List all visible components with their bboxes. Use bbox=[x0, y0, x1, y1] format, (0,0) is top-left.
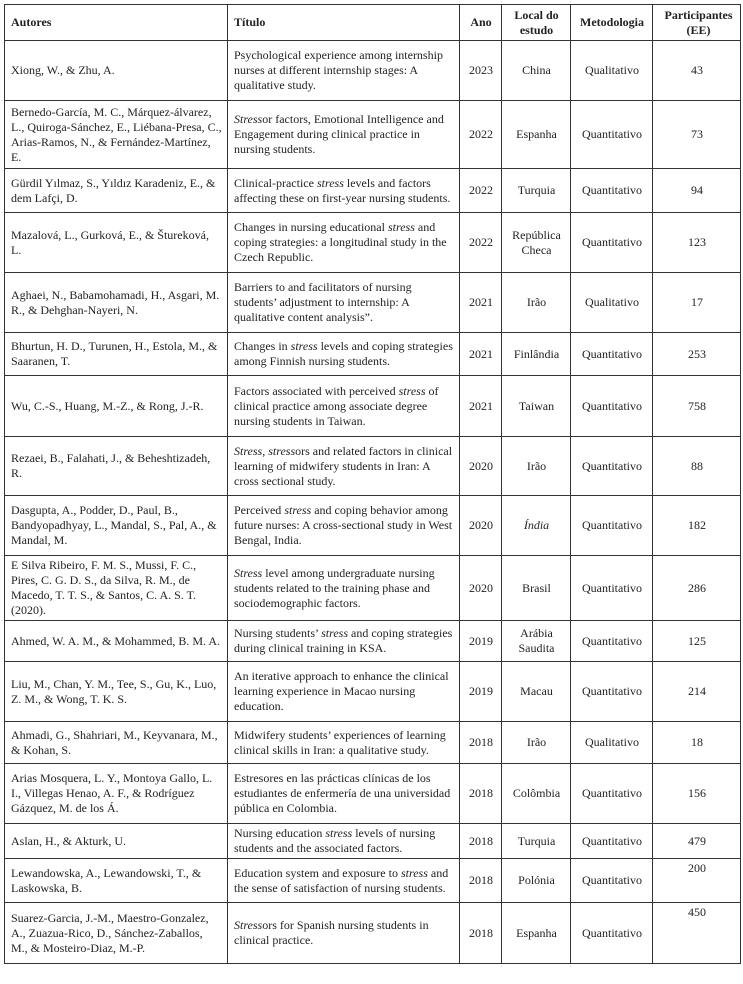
table-row bbox=[5, 169, 741, 213]
cell-participants: 18 bbox=[653, 722, 741, 764]
cell-location: Irão bbox=[502, 437, 571, 496]
cell-location: Taiwan bbox=[502, 376, 571, 437]
cell-authors: Ahmed, W. A. M., & Mohammed, B. M. A. bbox=[5, 621, 228, 662]
cell-title: Perceived stress and coping behavior among future nurses: A cross-sectional study in West Bengal, India. bbox=[228, 496, 460, 556]
cell-participants: 125 bbox=[653, 621, 741, 662]
col-header-location: Local do estudo bbox=[502, 5, 571, 41]
cell-methodology: Quantitativo bbox=[571, 824, 653, 859]
table-row bbox=[5, 496, 741, 556]
cell-location: Colômbia bbox=[502, 764, 571, 824]
table-row bbox=[5, 662, 741, 722]
cell-participants: 17 bbox=[653, 273, 741, 333]
col-header-participants: Participantes (EE) bbox=[653, 5, 741, 41]
cell-methodology: Qualitativo bbox=[571, 722, 653, 764]
cell-authors: Ahmadi, G., Shahriari, M., Keyvanara, M., & Kohan, S. bbox=[5, 722, 228, 764]
cell-year: 2018 bbox=[460, 722, 502, 764]
cell-year: 2018 bbox=[460, 903, 502, 964]
cell-location: Macau bbox=[502, 662, 571, 722]
table-row bbox=[5, 273, 741, 333]
cell-participants: 88 bbox=[653, 437, 741, 496]
cell-year: 2020 bbox=[460, 437, 502, 496]
cell-year: 2021 bbox=[460, 376, 502, 437]
cell-methodology: Quantitativo bbox=[571, 764, 653, 824]
cell-title: Stress, stressors and related factors in clinical learning of midwifery students in Iran: A cross sectional study. bbox=[228, 437, 460, 496]
cell-title: Changes in stress levels and coping strategies among Finnish nursing students. bbox=[228, 333, 460, 376]
cell-title: Estresores en las prácticas clínicas de los estudiantes de enfermería de una universidad pública en Colombia. bbox=[228, 764, 460, 824]
header-row bbox=[5, 5, 741, 41]
cell-methodology: Quantitativo bbox=[571, 496, 653, 556]
cell-year: 2019 bbox=[460, 662, 502, 722]
cell-authors: Bernedo-García, M. C., Márquez-álvarez, L., Quiroga-Sánchez, E., Liébana-Presa, C., Arias-Ramos, N., & Fernández-Martínez, E. bbox=[5, 101, 228, 169]
table-row bbox=[5, 824, 741, 859]
table-row bbox=[5, 859, 741, 903]
cell-methodology: Quantitativo bbox=[571, 556, 653, 621]
cell-participants: 182 bbox=[653, 496, 741, 556]
table-row bbox=[5, 333, 741, 376]
cell-title: Stressor factors, Emotional Intelligence and Engagement during clinical practice in nursing students. bbox=[228, 101, 460, 169]
cell-authors: Xiong, W., & Zhu, A. bbox=[5, 41, 228, 101]
cell-year: 2022 bbox=[460, 169, 502, 213]
cell-title: Education system and exposure to stress and the sense of satisfaction of nursing students. bbox=[228, 859, 460, 903]
cell-authors: Lewandowska, A., Lewandowski, T., & Laskowska, B. bbox=[5, 859, 228, 903]
cell-location: Irão bbox=[502, 722, 571, 764]
cell-methodology: Qualitativo bbox=[571, 273, 653, 333]
cell-methodology: Quantitativo bbox=[571, 859, 653, 903]
studies-table bbox=[4, 4, 741, 964]
cell-year: 2022 bbox=[460, 213, 502, 273]
cell-location: Irão bbox=[502, 273, 571, 333]
cell-authors: Aslan, H., & Akturk, U. bbox=[5, 824, 228, 859]
cell-methodology: Quantitativo bbox=[571, 101, 653, 169]
cell-location: Espanha bbox=[502, 903, 571, 964]
cell-participants: 758 bbox=[653, 376, 741, 437]
cell-year: 2018 bbox=[460, 859, 502, 903]
table-row bbox=[5, 903, 741, 964]
cell-participants: 253 bbox=[653, 333, 741, 376]
cell-title: Stressors for Spanish nursing students in clinical practice. bbox=[228, 903, 460, 964]
cell-methodology: Quantitativo bbox=[571, 376, 653, 437]
cell-year: 2021 bbox=[460, 273, 502, 333]
cell-participants: 94 bbox=[653, 169, 741, 213]
cell-year: 2023 bbox=[460, 41, 502, 101]
cell-authors: E Silva Ribeiro, F. M. S., Mussi, F. C., Pires, C. G. D. S., da Silva, R. M., de Macedo, T. T. S., & Santos, C. A. S. T. (2020). bbox=[5, 556, 228, 621]
cell-participants: 479 bbox=[653, 824, 741, 859]
studies-table-page bbox=[4, 4, 740, 964]
cell-year: 2018 bbox=[460, 824, 502, 859]
table-row bbox=[5, 722, 741, 764]
cell-year: 2019 bbox=[460, 621, 502, 662]
cell-title: Stress level among undergraduate nursing students related to the training phase and sociodemographic factors. bbox=[228, 556, 460, 621]
cell-methodology: Quantitativo bbox=[571, 621, 653, 662]
cell-year: 2021 bbox=[460, 333, 502, 376]
cell-location: Polónia bbox=[502, 859, 571, 903]
cell-title: Nursing education stress levels of nursing students and the associated factors. bbox=[228, 824, 460, 859]
cell-title: Factors associated with perceived stress of clinical practice among associate degree nursing students in Taiwan. bbox=[228, 376, 460, 437]
cell-title: Nursing students’ stress and coping strategies during clinical training in KSA. bbox=[228, 621, 460, 662]
col-header-year: Ano bbox=[460, 5, 502, 41]
cell-participants: 200 bbox=[653, 859, 741, 903]
cell-participants: 156 bbox=[653, 764, 741, 824]
cell-participants: 123 bbox=[653, 213, 741, 273]
cell-authors: Mazalová, L., Gurková, E., & Štureková, L. bbox=[5, 213, 228, 273]
cell-location: Finlândia bbox=[502, 333, 571, 376]
cell-authors: Bhurtun, H. D., Turunen, H., Estola, M., & Saaranen, T. bbox=[5, 333, 228, 376]
cell-participants: 43 bbox=[653, 41, 741, 101]
cell-location: Índia bbox=[502, 496, 571, 556]
col-header-title: Título bbox=[228, 5, 460, 41]
cell-title: An iterative approach to enhance the clinical learning experience in Macao nursing education. bbox=[228, 662, 460, 722]
cell-location: Arábia Saudita bbox=[502, 621, 571, 662]
table-row bbox=[5, 41, 741, 101]
col-header-authors: Autores bbox=[5, 5, 228, 41]
table-row bbox=[5, 556, 741, 621]
table-row bbox=[5, 437, 741, 496]
cell-year: 2018 bbox=[460, 764, 502, 824]
cell-location: China bbox=[502, 41, 571, 101]
cell-authors: Dasgupta, A., Podder, D., Paul, B., Bandyopadhyay, L., Mandal, S., Pal, A., & Mandal, M. bbox=[5, 496, 228, 556]
cell-participants: 286 bbox=[653, 556, 741, 621]
cell-location: Turquia bbox=[502, 169, 571, 213]
cell-location: Espanha bbox=[502, 101, 571, 169]
cell-authors: Liu, M., Chan, Y. M., Tee, S., Gu, K., Luo, Z. M., & Wong, T. K. S. bbox=[5, 662, 228, 722]
cell-methodology: Qualitativo bbox=[571, 41, 653, 101]
cell-authors: Suarez-Garcia, J.-M., Maestro-Gonzalez, A., Zuazua-Rico, D., Sánchez-Zaballos, M., & Mosteiro-Diaz, M.-P. bbox=[5, 903, 228, 964]
cell-title: Barriers to and facilitators of nursing students’ adjustment to internship: A qualitative content analysis”. bbox=[228, 273, 460, 333]
table-row bbox=[5, 621, 741, 662]
cell-participants: 73 bbox=[653, 101, 741, 169]
cell-authors: Gürdil Yılmaz, S., Yıldız Karadeniz, E., & dem Lafçi, D. bbox=[5, 169, 228, 213]
cell-title: Clinical-practice stress levels and factors affecting these on first-year nursing students. bbox=[228, 169, 460, 213]
cell-methodology: Quantitativo bbox=[571, 437, 653, 496]
cell-participants: 450 bbox=[653, 903, 741, 964]
cell-methodology: Quantitativo bbox=[571, 213, 653, 273]
table-row bbox=[5, 764, 741, 824]
cell-title: Psychological experience among internship nurses at different internship stages: A qualitative study. bbox=[228, 41, 460, 101]
cell-location: Brasil bbox=[502, 556, 571, 621]
cell-location: República Checa bbox=[502, 213, 571, 273]
cell-year: 2022 bbox=[460, 101, 502, 169]
table-row bbox=[5, 101, 741, 169]
col-header-methodology: Metodologia bbox=[571, 5, 653, 41]
cell-methodology: Quantitativo bbox=[571, 662, 653, 722]
cell-methodology: Quantitativo bbox=[571, 169, 653, 213]
table-row bbox=[5, 376, 741, 437]
cell-authors: Wu, C.-S., Huang, M.-Z., & Rong, J.-R. bbox=[5, 376, 228, 437]
cell-title: Changes in nursing educational stress and coping strategies: a longitudinal study in the Czech Republic. bbox=[228, 213, 460, 273]
cell-title: Midwifery students’ experiences of learning clinical skills in Iran: a qualitative study. bbox=[228, 722, 460, 764]
cell-year: 2020 bbox=[460, 496, 502, 556]
cell-year: 2020 bbox=[460, 556, 502, 621]
cell-location: Turquia bbox=[502, 824, 571, 859]
cell-authors: Rezaei, B., Falahati, J., & Beheshtizadeh, R. bbox=[5, 437, 228, 496]
cell-authors: Aghaei, N., Babamohamadi, H., Asgari, M. R., & Dehghan-Nayeri, N. bbox=[5, 273, 228, 333]
cell-authors: Arias Mosquera, L. Y., Montoya Gallo, L. I., Villegas Henao, A. F., & Rodríguez Gázquez, M. de los Á. bbox=[5, 764, 228, 824]
cell-methodology: Quantitativo bbox=[571, 903, 653, 964]
table-row bbox=[5, 213, 741, 273]
cell-participants: 214 bbox=[653, 662, 741, 722]
cell-methodology: Quantitativo bbox=[571, 333, 653, 376]
